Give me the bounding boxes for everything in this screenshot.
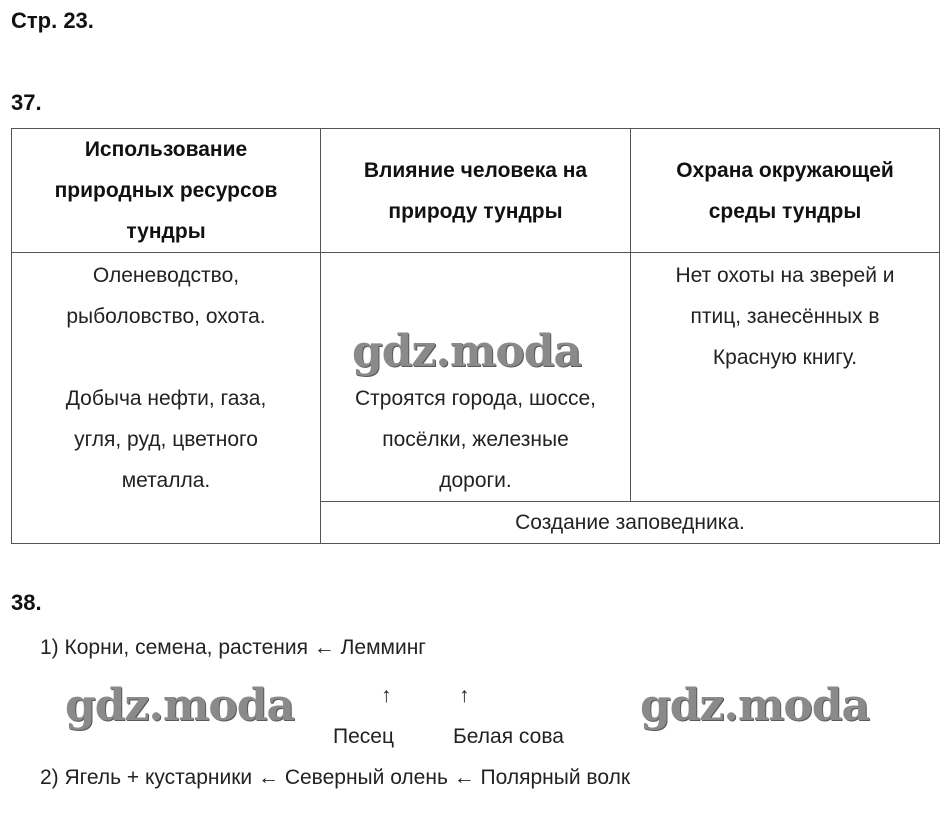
up-arrow-icon: ↑ — [459, 684, 470, 707]
task-37-table — [11, 128, 940, 544]
up-arrow-icon: ↑ — [381, 684, 392, 707]
header-text: Использование — [84, 138, 248, 161]
header-text: Влияние человека на — [363, 158, 588, 182]
cell-text: посёлки, железные — [382, 428, 569, 451]
header-protection — [631, 129, 940, 253]
label-snowy-owl: Белая сова — [453, 725, 564, 748]
cell-text: Нет охоты на зверей и — [675, 264, 895, 287]
watermark: gdz.moda — [352, 326, 582, 377]
cell-text: птиц, занесённых в — [690, 305, 880, 328]
page-label: Стр. 23. — [11, 8, 94, 33]
header-text: природных ресурсов — [54, 179, 278, 202]
paragraph-gap — [329, 296, 622, 337]
cell-text: угля, руд, цветного — [74, 428, 258, 451]
cell-protection — [631, 253, 940, 502]
cell-human-impact — [321, 253, 631, 502]
header-human-impact — [321, 129, 631, 253]
table-header-row — [12, 129, 940, 253]
table-body-row — [12, 253, 940, 502]
header-resources — [12, 129, 321, 253]
watermark: gdz.moda — [640, 680, 870, 731]
paragraph-gap — [20, 337, 312, 378]
food-chain-1: 1) Корни, семена, растения ← Лемминг — [40, 636, 426, 659]
cell-text: рыболовство, охота. — [66, 305, 266, 328]
label-arctic-fox: Песец — [333, 725, 394, 748]
cell-reserve: Создание заповедника. — [321, 502, 940, 544]
header-text: природу тундры — [388, 199, 563, 223]
cell-resources — [12, 253, 321, 544]
cell-text: дороги. — [439, 469, 512, 492]
cell-text: Добыча нефти, газа, — [65, 387, 267, 410]
task-38-number: 38. — [11, 590, 42, 615]
watermark: gdz.moda — [65, 680, 295, 731]
header-text: Охрана окружающей — [676, 158, 894, 182]
paragraph-gap — [329, 255, 622, 296]
cell-text: металла. — [121, 469, 211, 492]
cell-text: Красную книгу. — [712, 346, 858, 369]
paragraph-gap — [329, 337, 622, 378]
food-chain-2: 2) Ягель + кустарники ← Северный олень ← Полярный волк — [40, 766, 631, 789]
cell-text: Оленеводство, — [92, 264, 240, 287]
header-text: тундры — [126, 220, 206, 243]
cell-text: Строятся города, шоссе, — [354, 387, 597, 410]
header-text: среды тундры — [708, 199, 862, 223]
task-37-number: 37. — [11, 90, 42, 115]
